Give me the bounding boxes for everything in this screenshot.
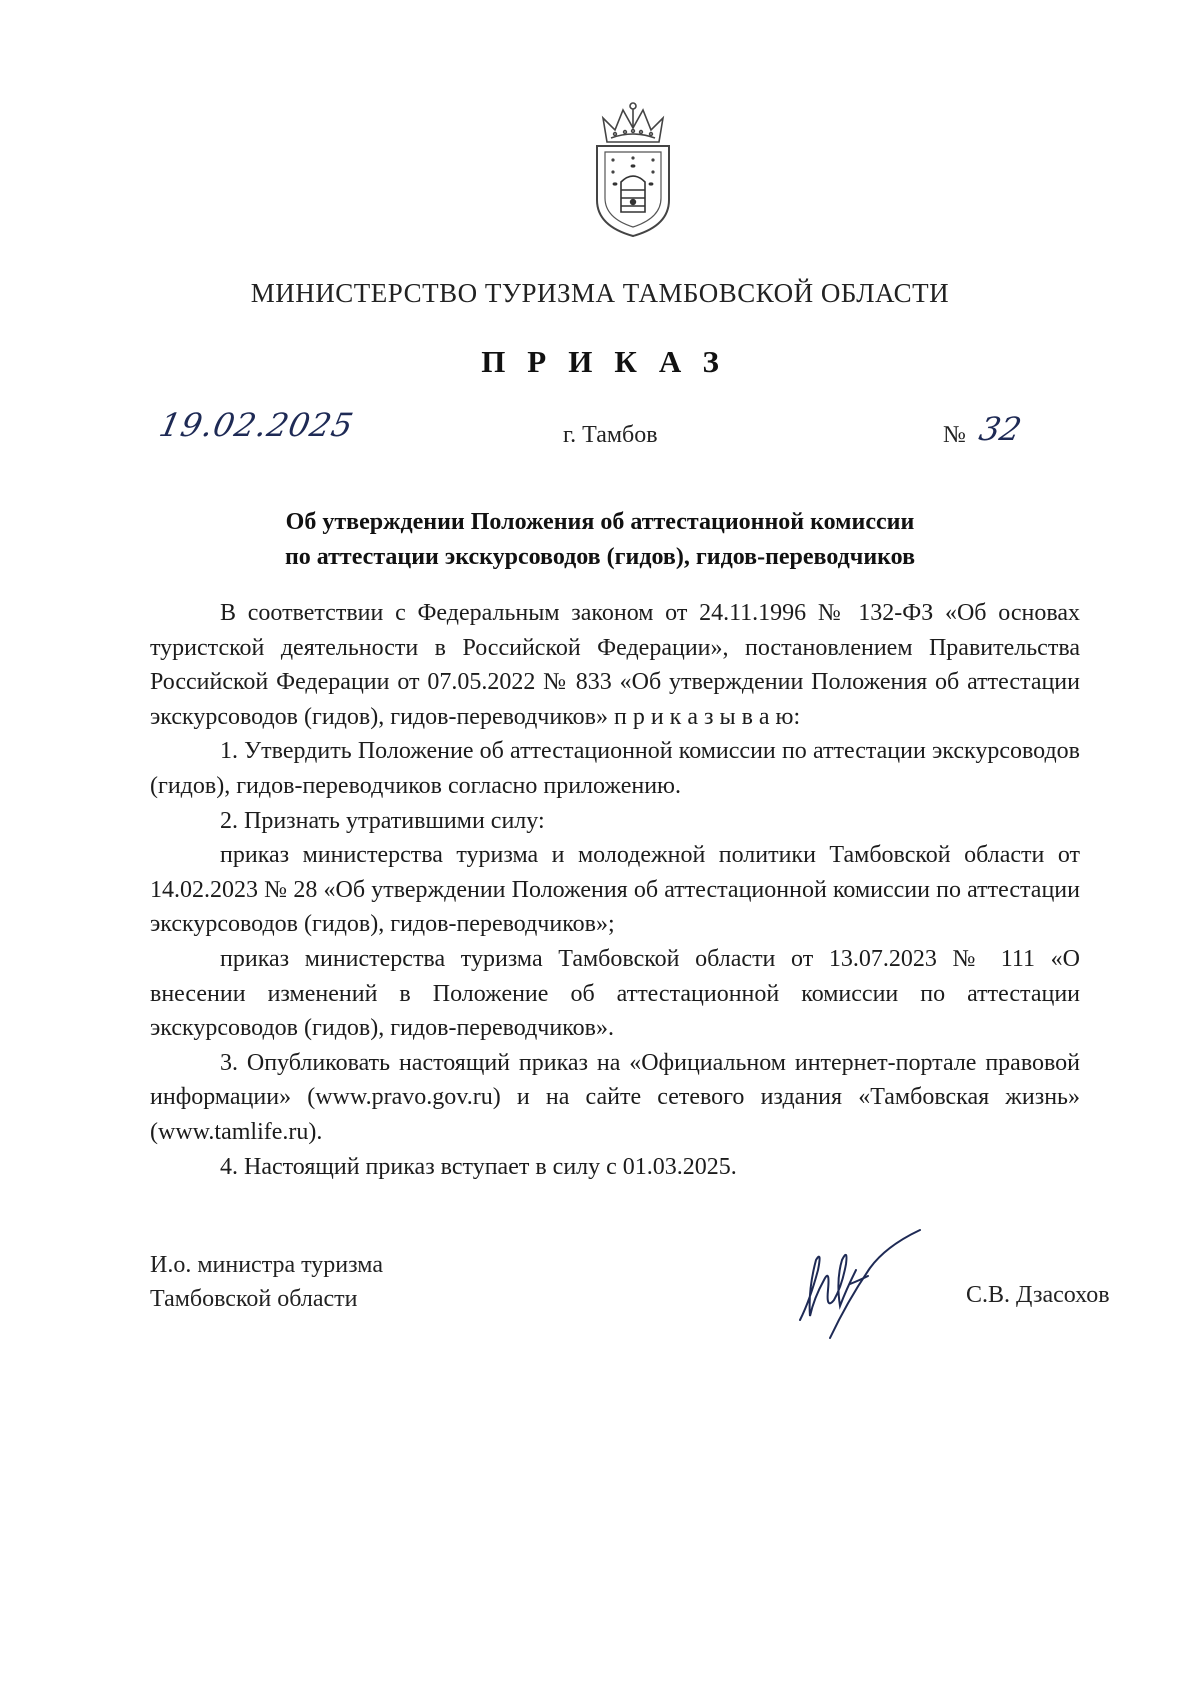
coat-of-arms-icon <box>585 100 681 240</box>
item-2: 2. Признать утратившими силу: <box>220 807 545 834</box>
item-3: 3. Опубликовать настоящий приказ на «Официальном интернет-портале правовой информации» (www.pravo.gov.ru) и на сайте сетевого издания «Тамбовская жизнь» (www.tamlife.ru). <box>150 1049 1080 1145</box>
title-line-2: по аттестации экскурсоводов (гидов), гидов-переводчиков <box>284 544 916 570</box>
position-line-1: И.о. министра туризма <box>150 1252 383 1278</box>
signatory-position <box>150 1248 383 1316</box>
title-line-1: Об утверждении Положения об аттестационной комиссии <box>285 509 915 535</box>
signatory-name: С.В. Дзасохов <box>966 1282 1110 1308</box>
handwritten-signature <box>790 1220 940 1340</box>
ministry-name: МИНИСТЕРСТВО ТУРИЗМА ТАМБОВСКОЙ ОБЛАСТИ <box>250 278 950 308</box>
order-number-label: № <box>943 422 966 448</box>
item-4: 4. Настоящий приказ вступает в силу с 01.03.2025. <box>220 1153 737 1180</box>
handwritten-order-number: 32 <box>975 410 1025 448</box>
document-type: ПРИКАЗ <box>481 344 741 379</box>
handwritten-date: 19.02.2025 <box>155 406 358 444</box>
item-2a: приказ министерства туризма и молодежной политики Тамбовской области от 14.02.2023 № 28 «Об утверждении Положения об аттестационной комиссии по аттестации экскурсоводов (гидов), гидов-переводчиков»; <box>150 842 1080 938</box>
city-label: г. Тамбов <box>563 422 658 448</box>
intro-paragraph: В соответствии с Федеральным законом от 24.11.1996 № 132-ФЗ «Об основах туристской деятельности в Российской Федерации», постановлением Правительства Российской Федерации от 07.05.2022 № 833 «Об утверждении Положения об аттестации экскурсоводов (гидов), гидов-переводчиков» п р и к а з ы в а ю: <box>150 600 1080 730</box>
document-body <box>150 596 1080 1184</box>
document-title <box>150 505 1050 575</box>
item-2b: приказ министерства туризма Тамбовской области от 13.07.2023 № 111 «О внесении изменений в Положение об аттестационной комиссии по аттестации экскурсоводов (гидов), гидов-переводчиков». <box>150 945 1080 1042</box>
position-line-2: Тамбовской области <box>150 1286 358 1312</box>
item-1: 1. Утвердить Положение об аттестационной комиссии по аттестации экскурсоводов (гидов), гидов-переводчиков согласно приложению. <box>150 738 1080 799</box>
